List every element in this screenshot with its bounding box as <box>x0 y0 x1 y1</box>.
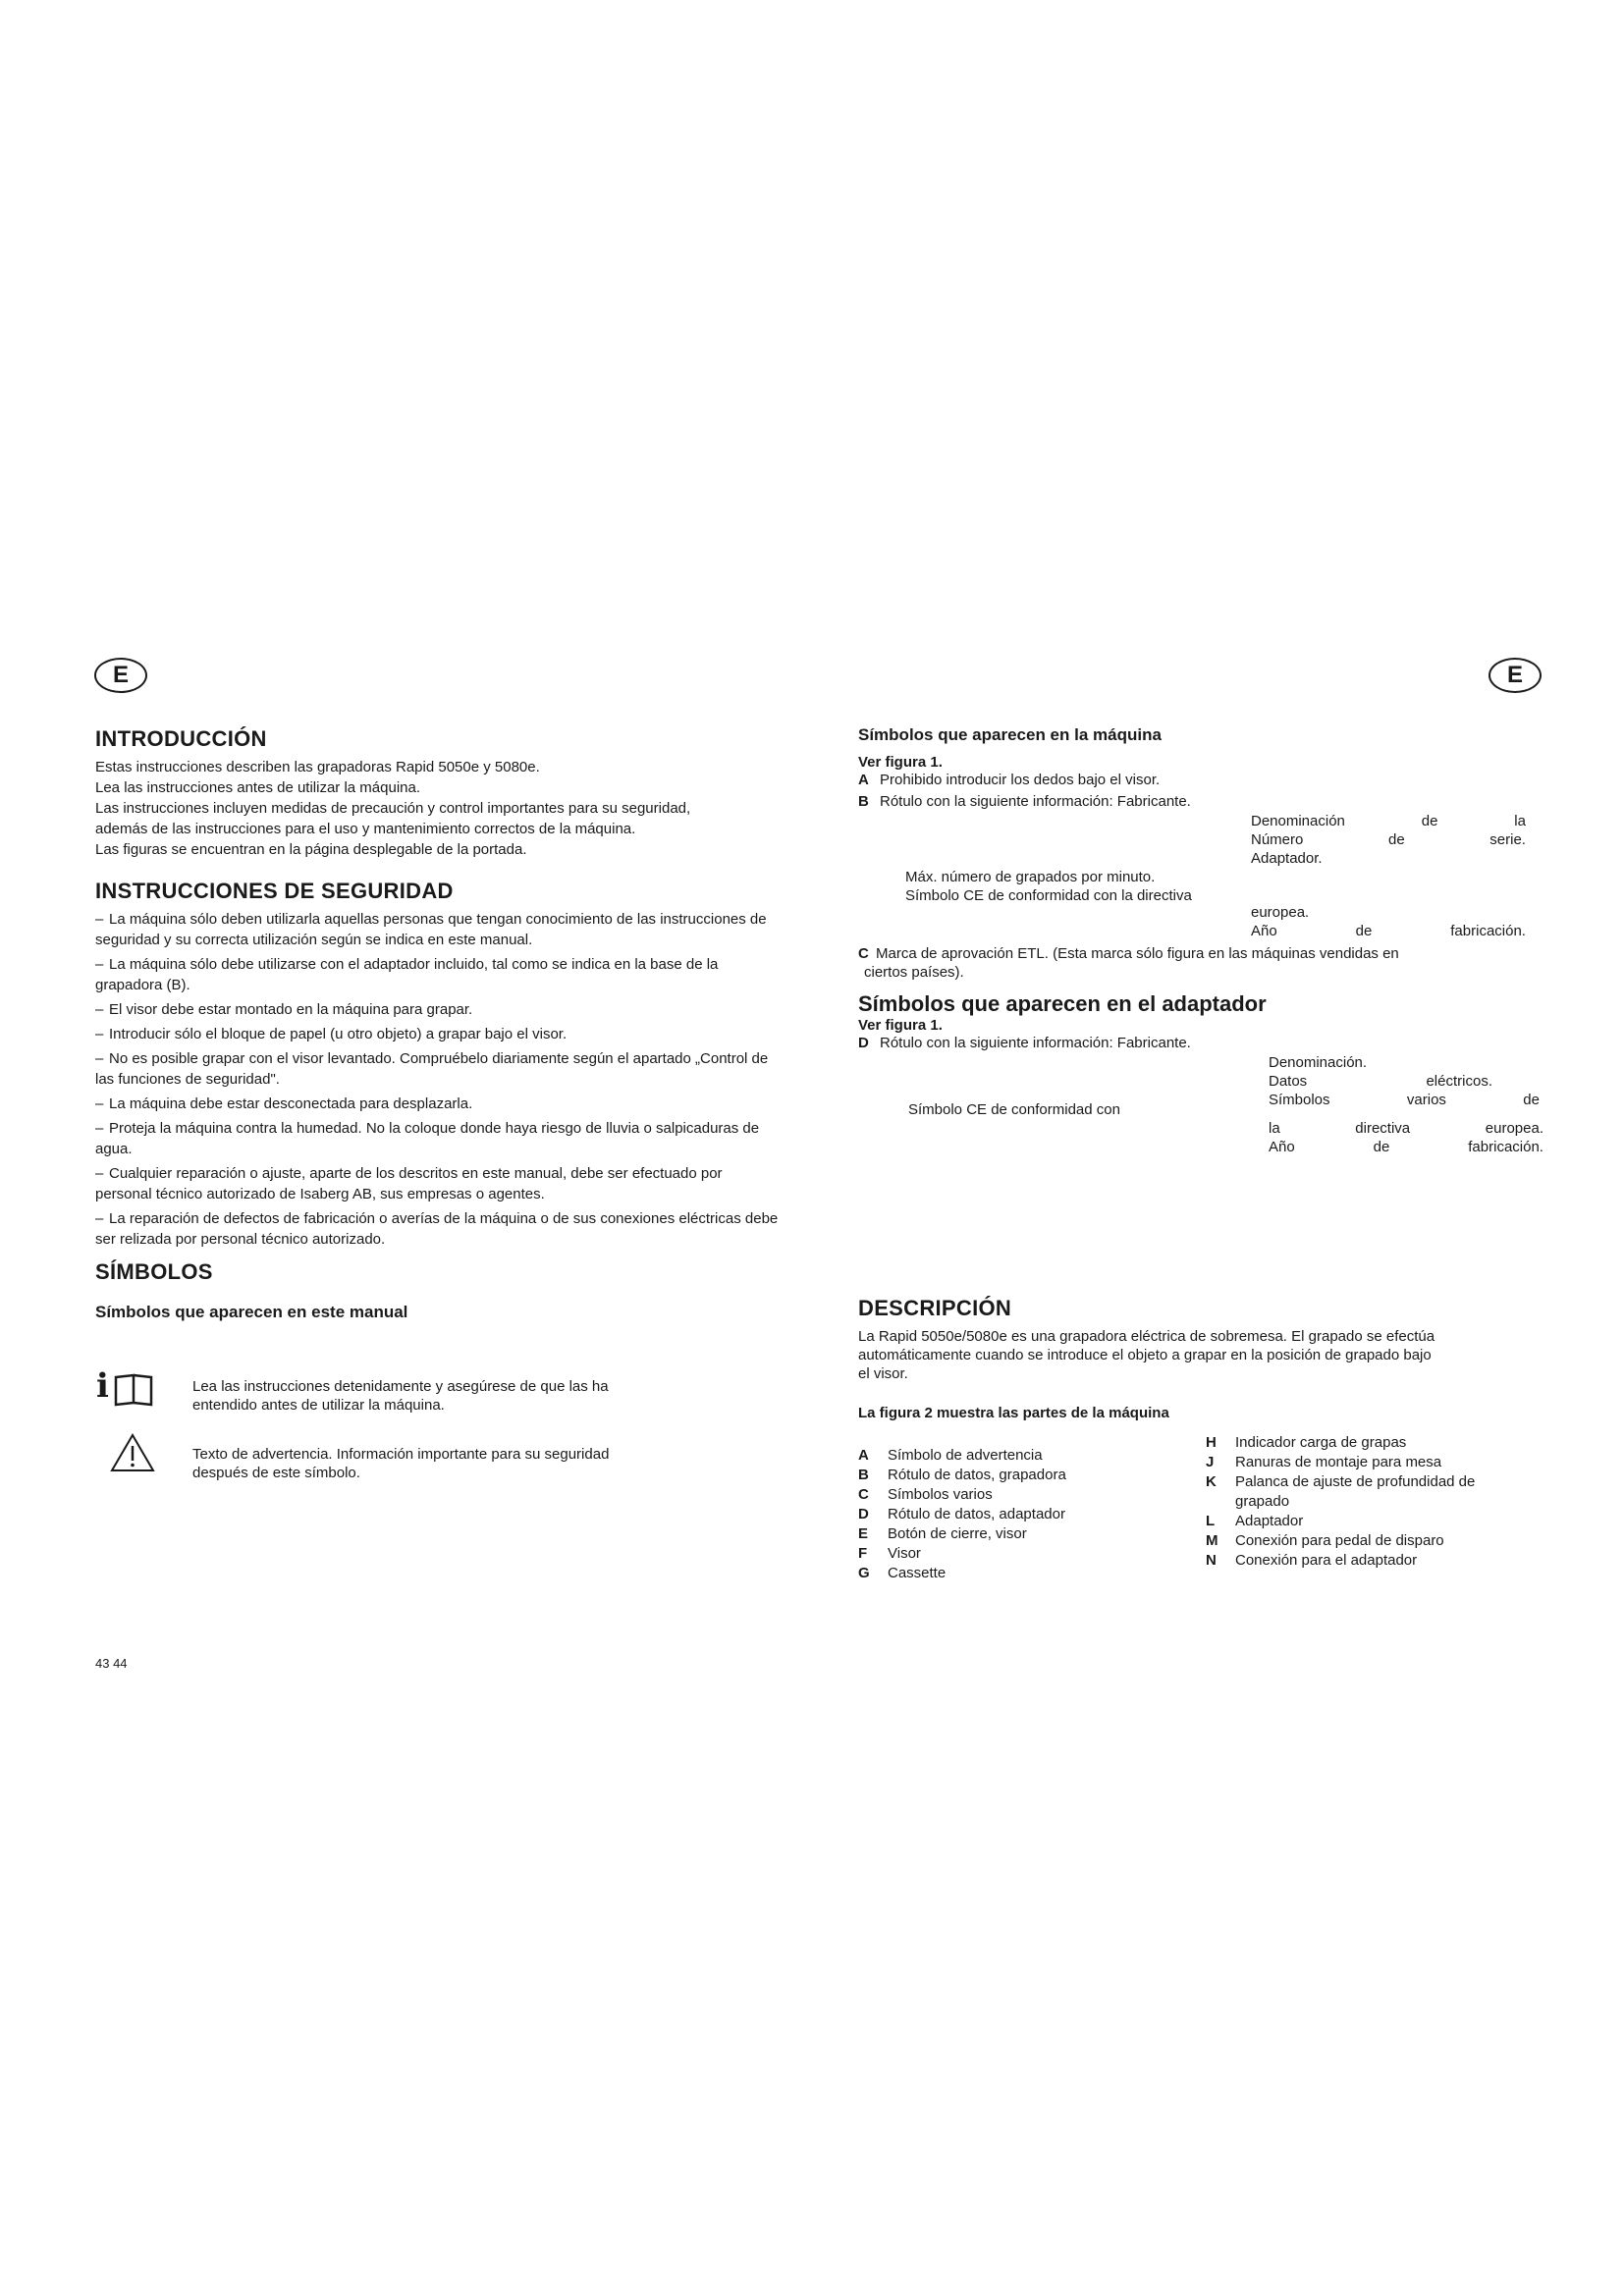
info-text: Lea las instrucciones detenidamente y asegúrese de que las ha entendido antes de utilizar la máquina. <box>192 1378 609 1414</box>
safety-title: INSTRUCCIONES DE SEGURIDAD <box>95 879 454 903</box>
list-item: M Conexión para pedal de disparo <box>1206 1532 1444 1549</box>
machine-symbols-title: Símbolos que aparecen en la máquina <box>858 725 1162 744</box>
list-item: – Cualquier reparación o ajuste, aparte de los descritos en este manual, debe ser efectuado por personal técnico autorizado de Isaberg AB, sus empresas o agentes. <box>95 1165 723 1202</box>
list-item: D Rótulo de datos, adaptador <box>858 1506 1065 1522</box>
language-badge-right: E <box>1489 658 1542 693</box>
machine-item-a: A Prohibido introducir los dedos bajo el visor. <box>858 772 1161 788</box>
intro-title: INTRODUCCIÓN <box>95 726 267 751</box>
list-item: C Símbolos varios <box>858 1486 993 1503</box>
adapter-item-d: D Rótulo con la siguiente información: Fabricante. <box>858 1035 1191 1051</box>
language-badge-left: E <box>94 658 147 693</box>
adapter-d-ce: Símbolo CE de conformidad con <box>908 1101 1120 1118</box>
adapter-d-details-1: Denominación. Datos eléctricos. Símbolos varios de <box>1269 1054 1540 1108</box>
page-numbers: 43 44 <box>95 1656 128 1671</box>
machine-ver-figura: Ver figura 1. <box>858 754 943 771</box>
description-text: La Rapid 5050e/5080e es una grapadora eléctrica de sobremesa. El grapado se efectúa automáticamente cuando se introduce el objeto a grapar en la posición de grapado bajo el visor. <box>858 1328 1435 1382</box>
warning-triangle-icon <box>109 1432 156 1478</box>
machine-item-b: B Rótulo con la siguiente información: Fabricante. <box>858 793 1191 810</box>
svg-text:i: i <box>96 1367 109 1406</box>
machine-b-details-3: europea. Año de fabricación. <box>1251 904 1526 939</box>
parts-list-left <box>858 1446 1192 1583</box>
symbols-subtitle: Símbolos que aparecen en este manual <box>95 1303 408 1321</box>
list-item: J Ranuras de montaje para mesa <box>1206 1454 1442 1470</box>
list-item: H Indicador carga de grapas <box>1206 1434 1407 1451</box>
list-item: – El visor debe estar montado en la máquina para grapar. <box>95 1001 473 1018</box>
machine-item-c: C Marca de aprovación ETL. (Esta marca sólo figura en las máquinas vendidas en ciertos países). <box>858 945 1399 981</box>
adapter-d-details-2: la directiva europea. Año de fabricación. <box>1269 1120 1543 1155</box>
intro-text: Estas instrucciones describen las grapadoras Rapid 5050e y 5080e. Lea las instrucciones antes de utilizar la máquina. Las instrucciones incluyen medidas de precaución y control importantes para su seguridad, además de las instrucciones para el uso y mantenimiento correctos de la máquina. Las figuras se encuentran en la página desplegable de la portada. <box>95 759 691 858</box>
info-book-icon <box>96 1367 155 1412</box>
list-item: B Rótulo de datos, grapadora <box>858 1467 1066 1483</box>
list-item: N Conexión para el adaptador <box>1206 1552 1418 1569</box>
list-item: – La máquina debe estar desconectada para desplazarla. <box>95 1095 473 1112</box>
description-title: DESCRIPCIÓN <box>858 1296 1012 1320</box>
warning-text: Texto de advertencia. Información importante para su seguridad después de este símbolo. <box>192 1446 610 1481</box>
list-item: F Visor <box>858 1545 921 1562</box>
list-item: – Introducir sólo el bloque de papel (u otro objeto) a grapar bajo el visor. <box>95 1026 568 1042</box>
list-item: E Botón de cierre, visor <box>858 1525 1027 1542</box>
machine-b-details-2: Máx. número de grapados por minuto. Símbolo CE de conformidad con la directiva <box>905 869 1192 904</box>
list-item: A Símbolo de advertencia <box>858 1447 1043 1464</box>
list-item: – Proteja la máquina contra la humedad. No la coloque donde haya riesgo de lluvia o salpicaduras de agua. <box>95 1120 760 1157</box>
machine-b-details-1: Denominación de la Número de serie. Adaptador. <box>1251 813 1526 867</box>
adapter-symbols-title: Símbolos que aparecen en el adaptador <box>858 991 1267 1016</box>
list-item: L Adaptador <box>1206 1513 1304 1529</box>
parts-list-right <box>1206 1433 1530 1571</box>
safety-list <box>95 909 783 1254</box>
adapter-ver-figura: Ver figura 1. <box>858 1017 943 1034</box>
list-item: G Cassette <box>858 1565 947 1581</box>
list-item: – No es posible grapar con el visor levantado. Compruébelo diariamente según el apartado „Control de las funciones de seguridad". <box>95 1050 769 1088</box>
list-item: – La máquina sólo debe utilizarse con el adaptador incluido, tal como se indica en la base de la grapadora (B). <box>95 956 719 993</box>
list-item: – La reparación de defectos de fabricación o averías de la máquina o de sus conexiones eléctricas debe ser relizada por personal técnico autorizado. <box>95 1210 779 1248</box>
list-item: – La máquina sólo deben utilizarla aquellas personas que tengan conocimiento de las instrucciones de seguridad y su correcta utilización según se indica en este manual. <box>95 911 767 948</box>
list-item: K Palanca de ajuste de profundidad de grapado <box>1206 1473 1476 1510</box>
symbols-title: SÍMBOLOS <box>95 1259 213 1284</box>
figure-2-title: La figura 2 muestra las partes de la máquina <box>858 1405 1169 1421</box>
